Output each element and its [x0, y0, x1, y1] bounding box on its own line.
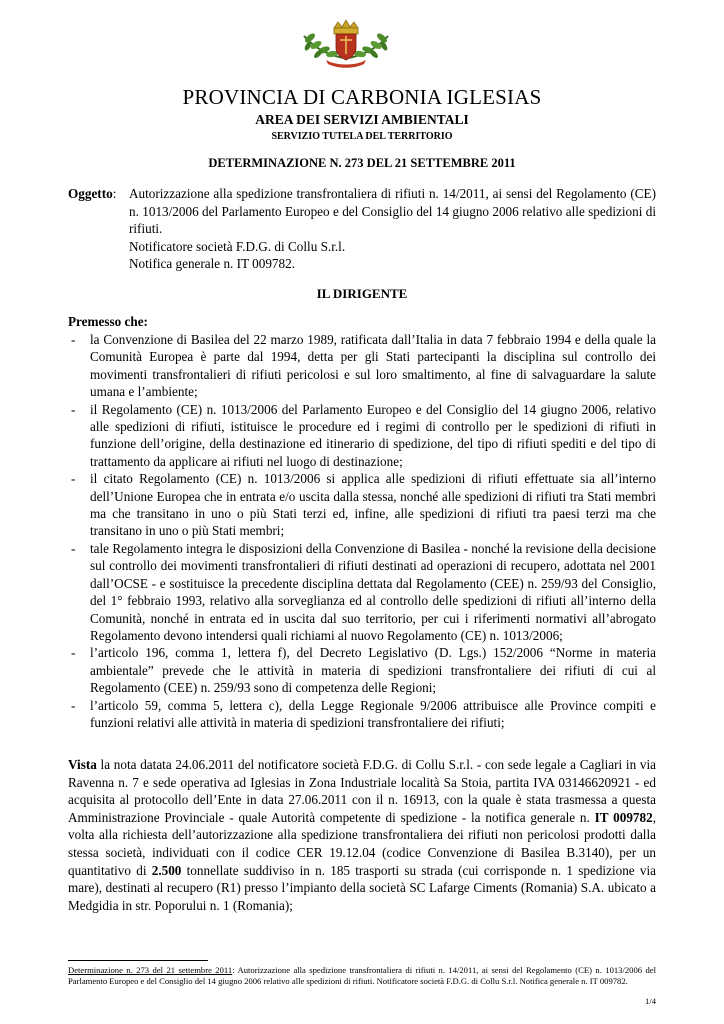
list-item — [68, 401, 656, 471]
list-item-text: il Regolamento (CE) n. 1013/2006 del Parlamento Europeo e del Consiglio del 14 giugno 2006, relativo alle spedizioni di rifiuti, istituisce le procedure ed i regimi di controllo per le spedizioni di rifiuti in funzione dell’origine, della destinazione ed itinerario di spedizione, del tipo di rifiuti spediti e del tipo di trattamento da applicare ai rifiuti nel luogo di destinazione; — [90, 401, 656, 469]
subject-block — [68, 185, 656, 273]
dash-bullet: - — [71, 401, 76, 417]
province-emblem-icon — [298, 18, 394, 70]
vista-paragraph: Vista la nota datata 24.06.2011 del notificatore società F.D.G. di Collu S.r.l. - con sede legale a Cagliari in via Ravenna n. 7 e sede operativa ad Iglesias in Zona Industriale località Sa Stoia, partita IVA 03146620921 - ed acquisita al protocollo dell’Ente in data 27.06.2011 con il n. 16913, con la quale è stata trasmessa a questa Amministrazione Provinciale - quale Autorità competente di spedizione - la notifica generale n. IT 009782, volta alla richiesta dell’autorizzazione alla spedizione transfrontaliera dei rifiuti non pericolosi prodotti dalla stessa società, individuati con il codice CER 19.12.04 (codice Convenzione di Basilea B.3140), per un quantitativo di 2.500 tonnellate suddiviso in n. 185 trasporti su strada (cui corrisponde n. 1 spedizione via mare), destinati al recupero (R1) presso l’impianto della società SC Lafarge Ciments (Romania) S.A. ubicato a Medgidia in str. Poporului n. 1 (Romania); — [68, 757, 656, 913]
area-title: AREA DEI SERVIZI AMBIENTALI — [255, 112, 469, 127]
determination-title: DETERMINAZIONE N. 273 DEL 21 SETTEMBRE 2011 — [208, 156, 516, 170]
premesso-heading: Premesso che: — [68, 314, 148, 329]
dash-bullet: - — [71, 540, 76, 556]
footer-divider — [68, 960, 208, 961]
subject-label: Oggetto: — [68, 186, 117, 201]
page-number: 1/4 — [645, 996, 656, 1006]
subject-line: Notificatore società F.D.G. di Collu S.r.l. — [129, 238, 346, 254]
province-title: PROVINCIA DI CARBONIA IGLESIAS — [182, 85, 542, 109]
list-item — [68, 697, 656, 732]
dash-bullet: - — [71, 471, 76, 487]
premesse-list — [68, 331, 656, 731]
quantity-value: 2.500 — [151, 862, 182, 878]
subject-line: Autorizzazione alla spedizione transfrontaliera di rifiuti n. 14/2011, ai sensi del Regolamento (CE) n. 1013/2006 del Parlamento Europeo e del Consiglio del 14 giugno 2006 relativo alle spedizioni di rifiuti. — [129, 186, 656, 236]
section-heading-dirigente: IL DIRIGENTE — [316, 286, 408, 301]
vista-lead: Vista — [68, 757, 97, 772]
dash-bullet: - — [71, 332, 76, 347]
page-footer — [68, 965, 656, 986]
dash-bullet: - — [71, 645, 76, 661]
list-item — [68, 331, 656, 401]
list-item-text: tale Regolamento integra le disposizioni della Convenzione di Basilea - nonché la revisione della decisione sul controllo dei movimenti transfrontalieri di rifiuti destinati ad operazioni di recupero, adottata nel 2001 dall’OCSE - e sostituisce la precedente disciplina dettata dal Regolamento (CEE) n. 259/93 del Consiglio, del 1° febbraio 1993, relativo alla sorveglianza ed al controllo delle spedizioni di rifiuti all’interno della Comunità, nonché in entrata ed in uscita dal suo territorio, per cui i riferimenti normativi all’abrogato Regolamento devono intendersi quali richiami al nuovo Regolamento (CE) n. 1013/2006; — [90, 540, 656, 643]
subject-body — [129, 185, 656, 273]
list-item-text: l’articolo 196, comma 1, lettera f), del Decreto Legislativo (D. Lgs.) 152/2006 “Norme in materia ambientale” prevede che le attività in materia di spedizioni transfrontaliere dei rifiuti di cui al Regolamento (CEE) n. 259/93 sono di competenza delle Regioni; — [90, 645, 656, 696]
footer-reference: Determinazione n. 273 del 21 settembre 2011 — [68, 965, 233, 975]
list-item-text: la Convenzione di Basilea del 22 marzo 1989, ratificata dall’Italia in data 7 febbraio 1994 e della quale la Comunità Europea è parte dal 1994, detta per gli Stati partecipanti la disciplina sul controllo dei movimenti transfrontalieri di rifiuti pericolosi e sul loro smaltimento, al fine di salvaguardare la salute umana e l’ambiente; — [90, 332, 656, 400]
footer-text: : Autorizzazione alla spedizione transfrontaliera di rifiuti n. 14/2011, ai sensi del Regolamento (CE) n. 1013/2006 del Parlamento Europeo e del Consiglio del 14 giugno 2006 relativo alle spedizioni di rifiuti. Notificatore società F.D.G. di Collu S.r.l. Notifica generale n. IT 009782. — [68, 965, 656, 986]
notification-number: IT 009782 — [594, 809, 653, 825]
list-item — [68, 540, 656, 644]
list-item — [68, 470, 656, 540]
dash-bullet: - — [71, 697, 76, 713]
service-title: SERVIZIO TUTELA DEL TERRITORIO — [271, 131, 453, 142]
list-item-text: l’articolo 59, comma 5, lettera c), della Legge Regionale 9/2006 attribuisce alle Province compiti e funzioni relativi alle attività in materia di spedizioni transfrontaliere dei rifiuti; — [90, 697, 656, 730]
list-item-text: il citato Regolamento (CE) n. 1013/2006 si applica alle spedizioni di rifiuti effettuate sia all’interno dell’Unione Europea che in entrata e/o uscita dalla stessa, nonché alle spedizioni di rifiuti tra Stati membri ma che transitano in uno o più Stati terzi ed, infine, alle spedizioni di rifiuti tra paesi terzi ma che transitano in uno o più Stati membri; — [90, 471, 656, 539]
list-item — [68, 644, 656, 696]
subject-line: Notifica generale n. IT 009782. — [129, 256, 296, 271]
